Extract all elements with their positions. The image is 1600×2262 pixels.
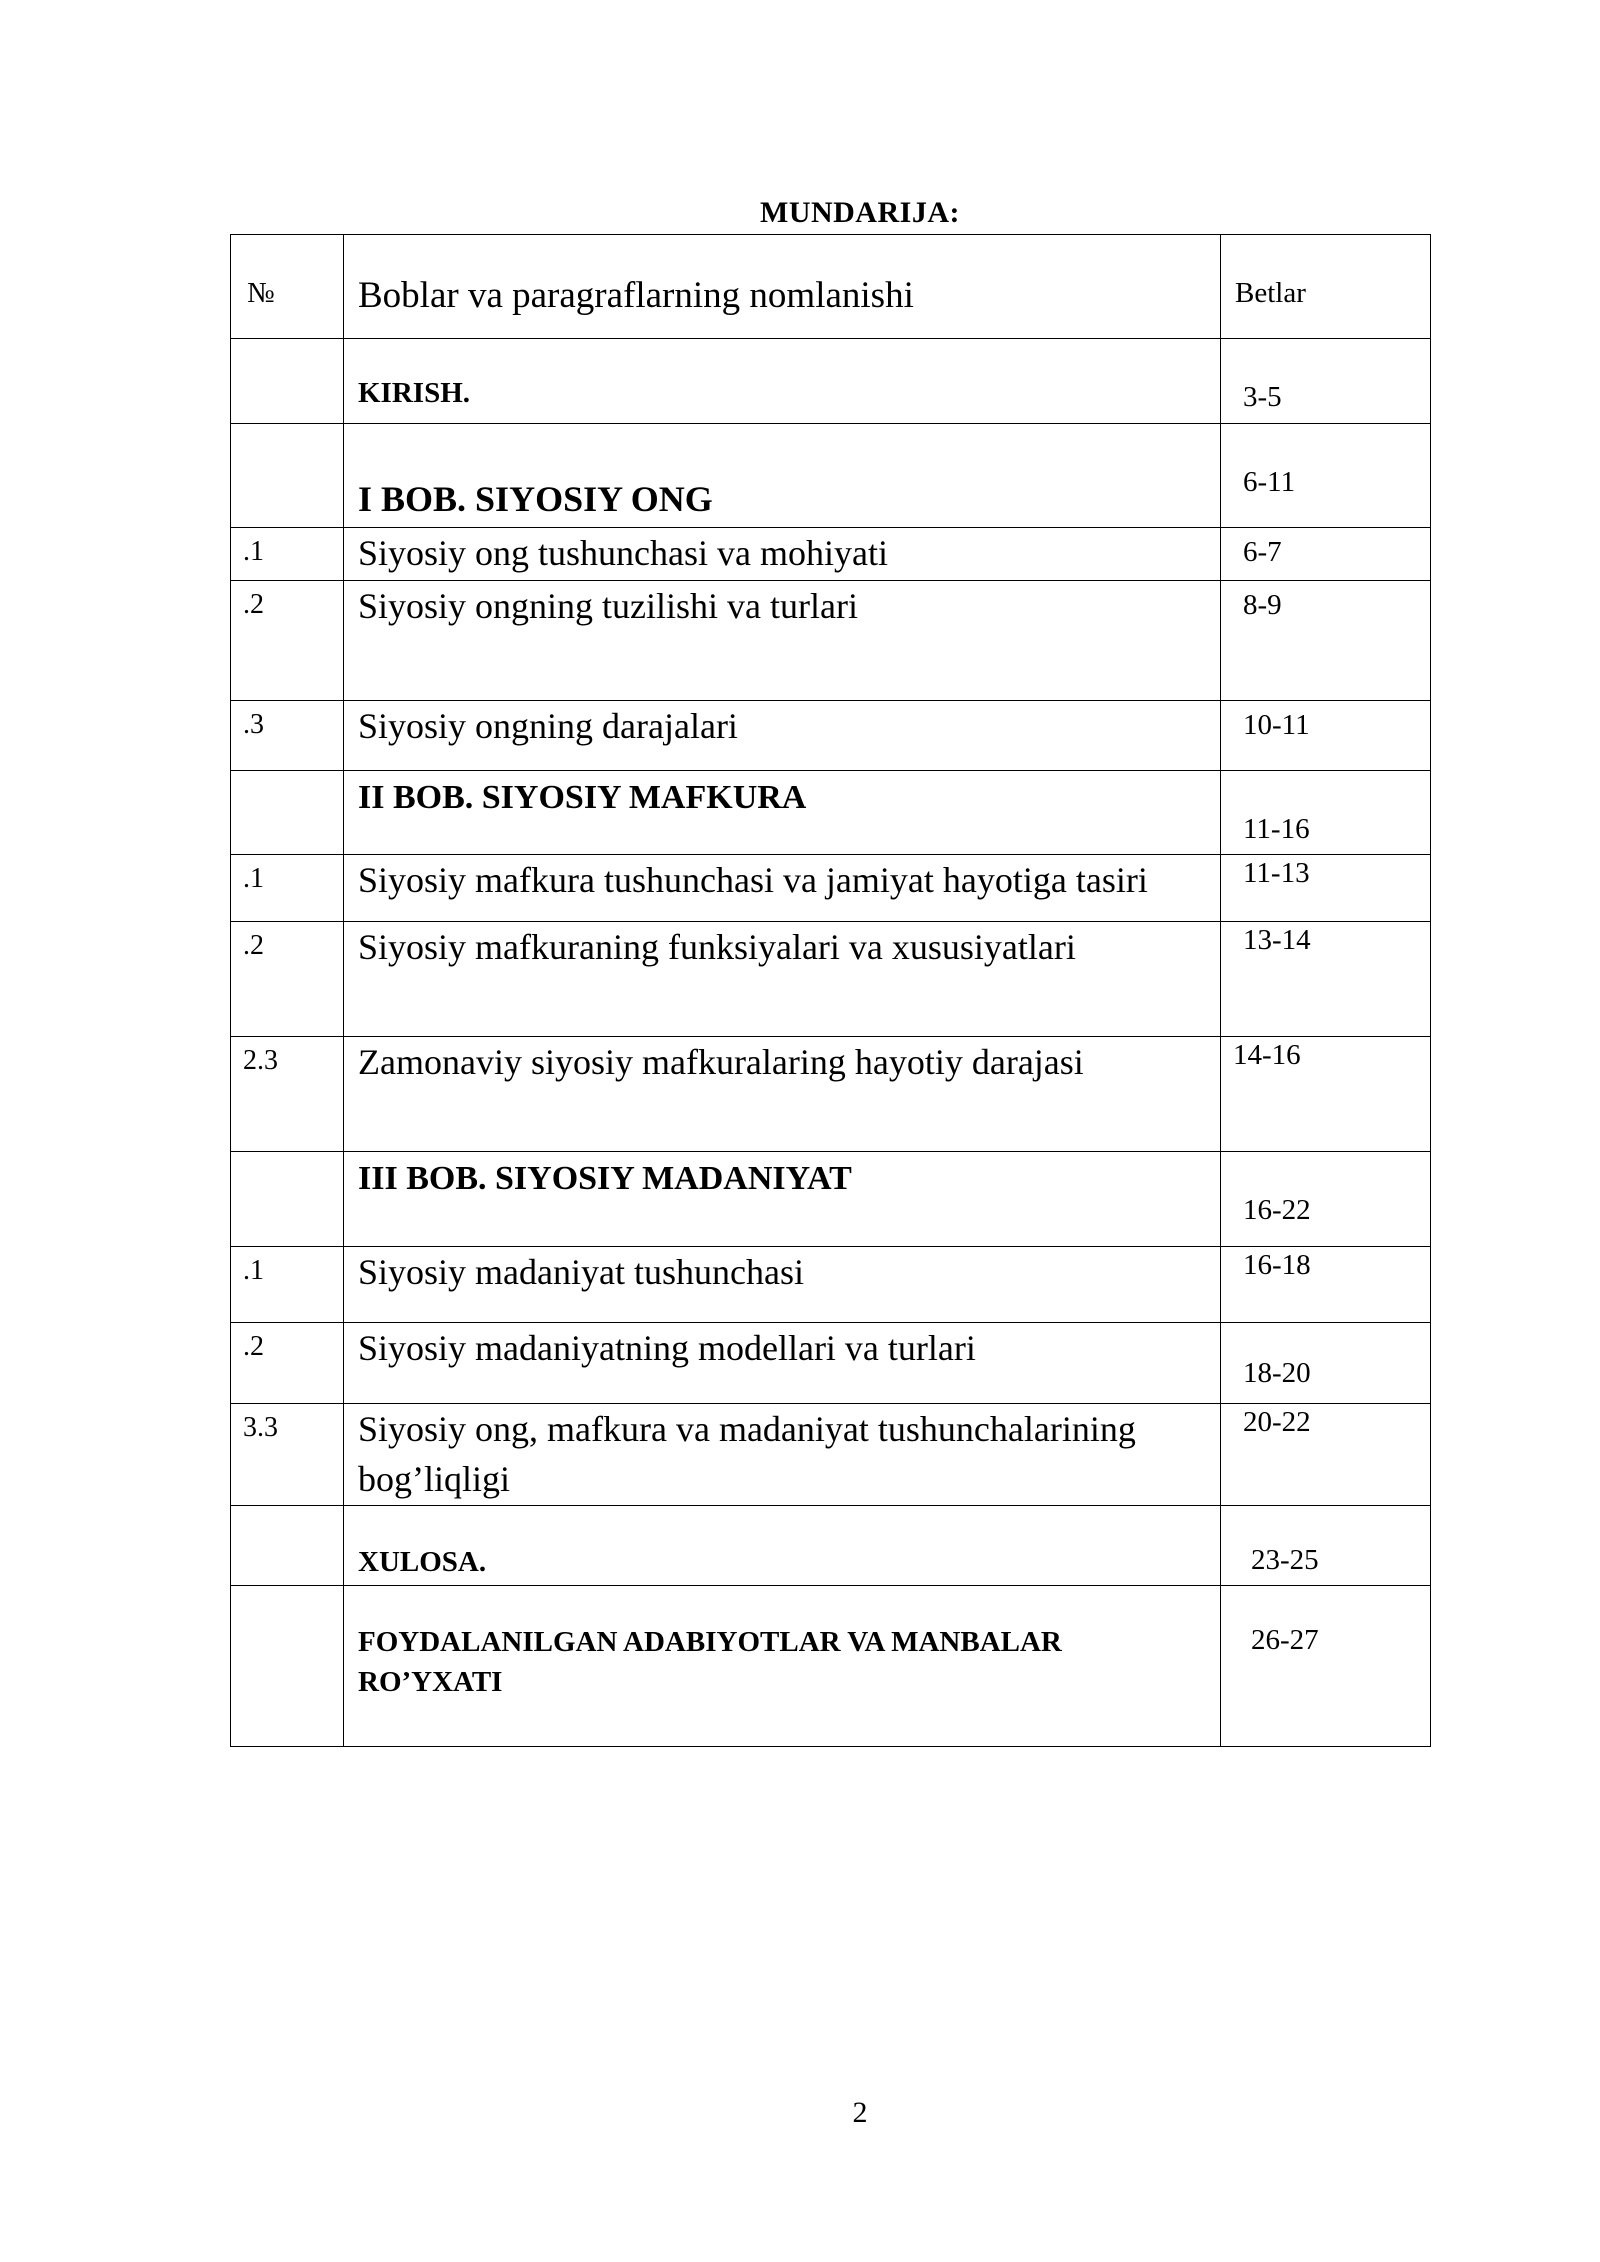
table-row <box>231 528 1431 581</box>
row-number-cell <box>231 701 344 771</box>
table-row <box>231 1037 1431 1152</box>
row-title-cell <box>344 1152 1221 1247</box>
row-number-cell <box>231 855 344 922</box>
row-number-cell <box>231 1506 344 1586</box>
row-pages-cell <box>1221 1152 1431 1247</box>
row-pages-cell <box>1221 1323 1431 1404</box>
row-title-cell <box>344 771 1221 855</box>
row-number: 3.3 <box>243 1412 278 1443</box>
page-number: 2 <box>852 2096 868 2129</box>
row-title: KIRISH. <box>358 377 471 409</box>
row-title-cell <box>344 1586 1221 1747</box>
row-title-cell <box>344 1506 1221 1586</box>
row-number: 2.3 <box>243 1045 278 1076</box>
row-pages: 20-22 <box>1243 1406 1311 1438</box>
row-title: Siyosiy mafkura tushunchasi va jamiyat hayotiga tasiri <box>358 860 1148 900</box>
row-title: Siyosiy madaniyat tushunchasi <box>358 1252 804 1292</box>
row-title-cell <box>344 1247 1221 1323</box>
row-title: Siyosiy ong, mafkura va madaniyat tushunchalarining bog’liqligi <box>358 1409 1136 1499</box>
row-pages: 11-16 <box>1243 813 1310 845</box>
row-title-cell <box>344 1323 1221 1404</box>
row-title: II BOB. SIYOSIY MAFKURA <box>358 779 807 816</box>
row-number <box>231 1152 343 1160</box>
row-title-cell <box>344 922 1221 1037</box>
row-number-cell <box>231 1037 344 1152</box>
row-number: .2 <box>243 1331 264 1362</box>
row-number-cell <box>231 424 344 528</box>
row-pages: 26-27 <box>1251 1624 1319 1656</box>
row-pages-cell <box>1221 1404 1431 1506</box>
header-title-label: Boblar va paragraflarning nomlanishi <box>358 275 914 316</box>
row-pages-cell <box>1221 1247 1431 1323</box>
row-pages: 10-11 <box>1243 709 1310 741</box>
table-row <box>231 1586 1431 1747</box>
table-row <box>231 339 1431 424</box>
row-title: XULOSA. <box>358 1546 487 1578</box>
row-title: Zamonaviy siyosiy mafkuralaring hayotiy darajasi <box>358 1042 1084 1082</box>
row-number-cell <box>231 1404 344 1506</box>
row-number-cell <box>231 771 344 855</box>
header-cell-number <box>231 235 344 339</box>
row-pages: 16-18 <box>1243 1249 1311 1281</box>
row-title: III BOB. SIYOSIY MADANIYAT <box>358 1160 852 1197</box>
row-number-cell <box>231 1323 344 1404</box>
row-number: .1 <box>243 1255 264 1286</box>
header-pages-label: Betlar <box>1235 277 1306 309</box>
table-row <box>231 1506 1431 1586</box>
table-row <box>231 1323 1431 1404</box>
row-number: .1 <box>243 536 264 567</box>
row-title: Siyosiy mafkuraning funksiyalari va xususiyatlari <box>358 927 1076 967</box>
table-header-row <box>231 235 1431 339</box>
table-row <box>231 581 1431 701</box>
row-pages-cell <box>1221 424 1431 528</box>
row-title-cell <box>344 528 1221 581</box>
row-title: Siyosiy ongning darajalari <box>358 706 738 746</box>
row-pages-cell <box>1221 528 1431 581</box>
table-row <box>231 771 1431 855</box>
row-number-cell <box>231 1152 344 1247</box>
row-number <box>231 1586 343 1594</box>
row-pages-cell <box>1221 1506 1431 1586</box>
table-of-contents <box>230 234 1431 1747</box>
row-pages-cell <box>1221 339 1431 424</box>
row-number-cell <box>231 922 344 1037</box>
table-row <box>231 922 1431 1037</box>
row-title-cell <box>344 1404 1221 1506</box>
row-title-cell <box>344 581 1221 701</box>
table-row <box>231 855 1431 922</box>
row-pages: 18-20 <box>1243 1357 1311 1389</box>
row-title-cell <box>344 424 1221 528</box>
table-row <box>231 1152 1431 1247</box>
row-title: Siyosiy ongning tuzilishi va turlari <box>358 586 858 626</box>
header-number-label: № <box>247 277 275 309</box>
header-cell-pages <box>1221 235 1431 339</box>
row-pages: 8-9 <box>1243 589 1282 621</box>
row-pages: 23-25 <box>1251 1544 1319 1576</box>
table-row <box>231 424 1431 528</box>
document-title: MUNDARIJA: <box>760 196 960 229</box>
row-pages: 3-5 <box>1243 381 1282 413</box>
header-cell-title <box>344 235 1221 339</box>
row-number: .3 <box>243 709 264 740</box>
row-pages: 16-22 <box>1243 1194 1311 1226</box>
row-number-cell <box>231 1247 344 1323</box>
row-title-cell <box>344 339 1221 424</box>
row-pages-cell <box>1221 922 1431 1037</box>
row-number <box>231 1506 343 1514</box>
row-number-cell <box>231 528 344 581</box>
row-pages-cell <box>1221 771 1431 855</box>
row-title-cell <box>344 1037 1221 1152</box>
row-number-cell <box>231 339 344 424</box>
row-pages-cell <box>1221 701 1431 771</box>
row-number-cell <box>231 1586 344 1747</box>
table-row <box>231 701 1431 771</box>
row-pages: 13-14 <box>1243 924 1311 956</box>
row-number: .2 <box>243 589 264 620</box>
row-title: I BOB. SIYOSIY ONG <box>358 479 713 519</box>
table-row <box>231 1247 1431 1323</box>
row-title-cell <box>344 855 1221 922</box>
row-number <box>231 771 343 779</box>
row-number <box>231 339 343 347</box>
row-pages: 14-16 <box>1233 1039 1301 1071</box>
row-pages-cell <box>1221 1586 1431 1747</box>
row-pages: 11-13 <box>1243 857 1310 889</box>
row-pages-cell <box>1221 855 1431 922</box>
table-row <box>231 1404 1431 1506</box>
row-title: Siyosiy ong tushunchasi va mohiyati <box>358 533 888 573</box>
row-title: Siyosiy madaniyatning modellari va turlari <box>358 1328 976 1368</box>
row-number: .1 <box>243 863 264 894</box>
row-pages: 6-7 <box>1243 536 1282 568</box>
row-pages-cell <box>1221 1037 1431 1152</box>
row-number-cell <box>231 581 344 701</box>
row-title: FOYDALANILGAN ADABIYOTLAR VA MANBALAR RO’YXATI <box>358 1626 1062 1698</box>
row-title-cell <box>344 701 1221 771</box>
row-number: .2 <box>243 930 264 961</box>
row-pages: 6-11 <box>1243 466 1296 498</box>
row-pages-cell <box>1221 581 1431 701</box>
row-number <box>231 424 343 432</box>
